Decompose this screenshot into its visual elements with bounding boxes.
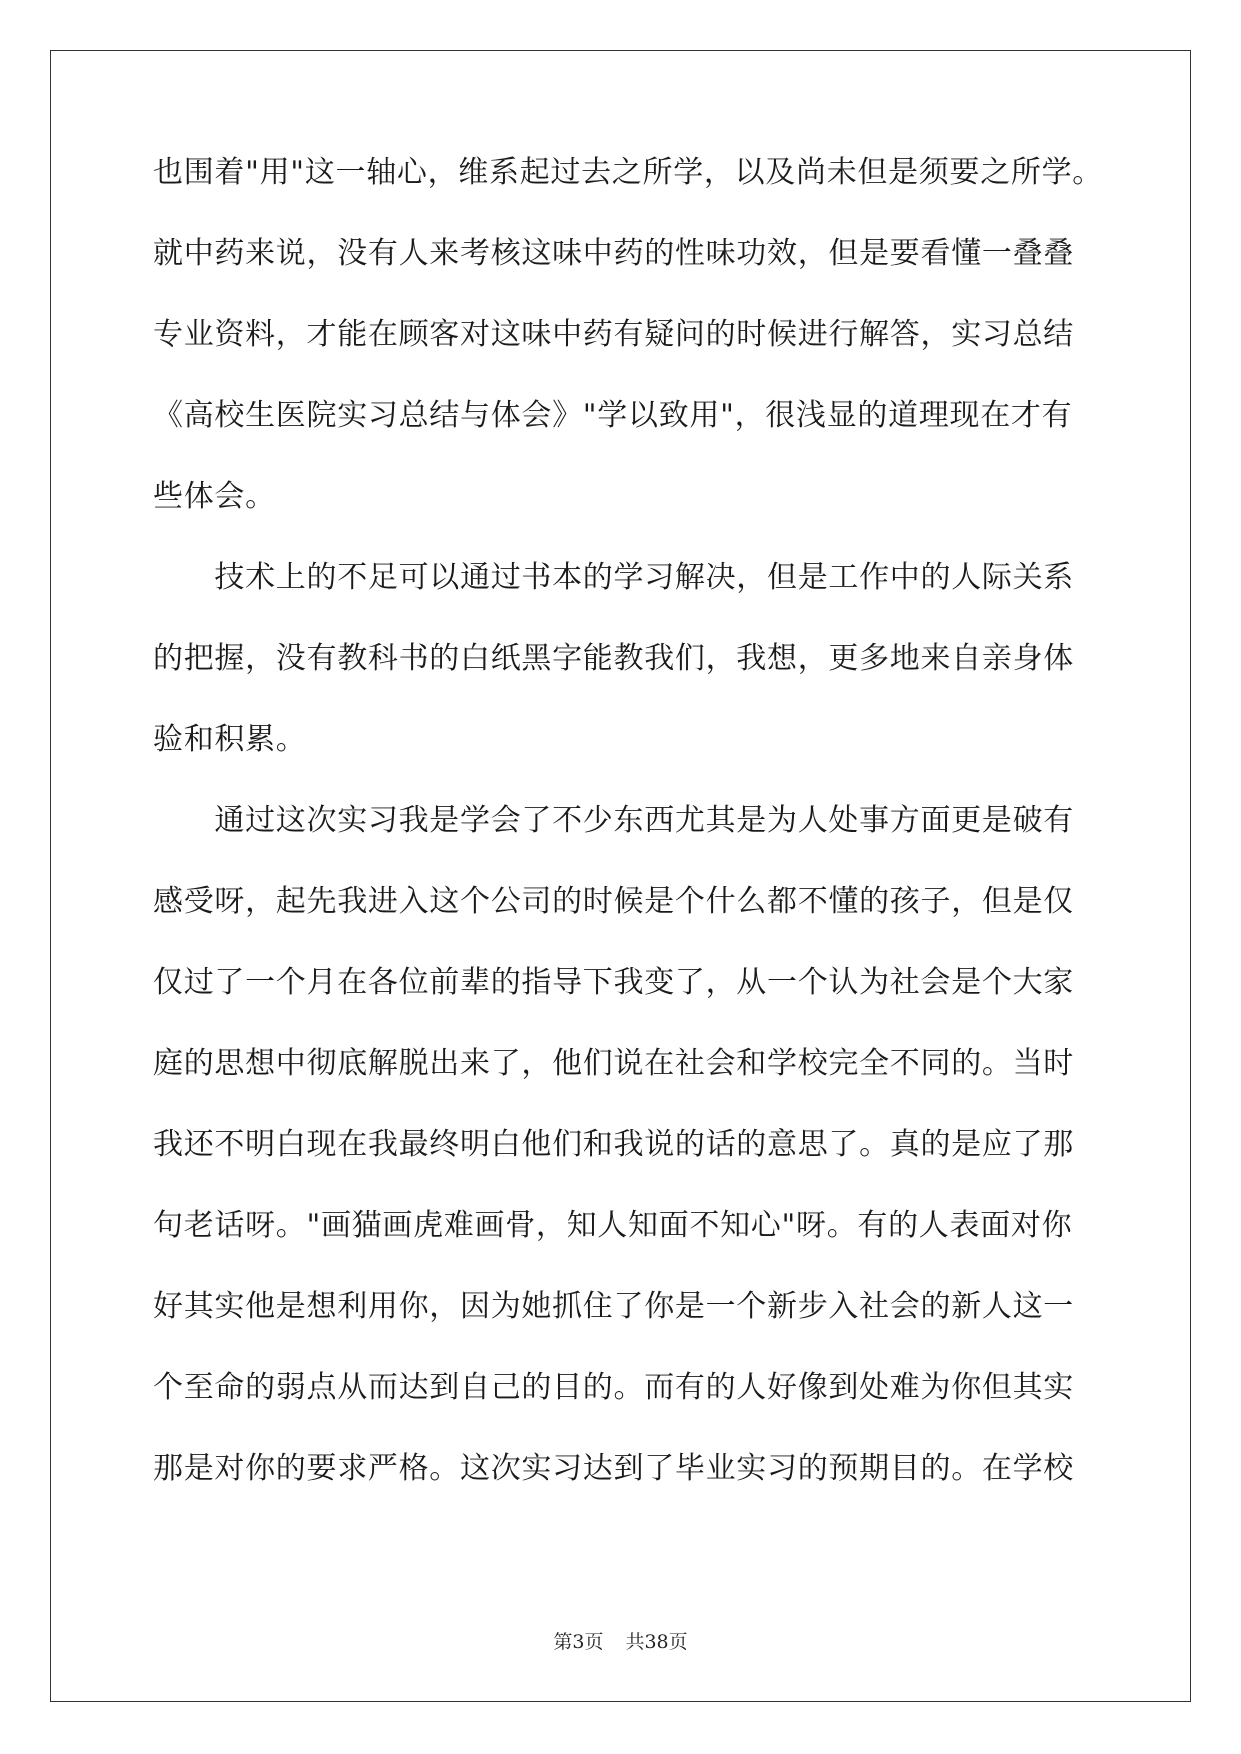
text-line: 《高校生医院实习总结与体会》"学以致用"，很浅显的道理现在才有 bbox=[153, 398, 1073, 433]
page-number: 第3页 bbox=[553, 1631, 604, 1653]
text-line: 通过这次实习我是学会了不少东西尤其是为人处事方面更是破有 bbox=[153, 803, 1074, 838]
text-line: 专业资料，才能在顾客对这味中药有疑问的时候进行解答，实习总结 bbox=[153, 317, 1074, 352]
text-line: 验和积累。 bbox=[153, 722, 307, 757]
text-line: 技术上的不足可以通过书本的学习解决，但是工作中的人际关系 bbox=[153, 560, 1074, 595]
text-line: 句老话呀。"画猫画虎难画骨，知人知面不知心"呀。有的人表面对你 bbox=[153, 1208, 1073, 1243]
text-line: 我还不明白现在我最终明白他们和我说的话的意思了。真的是应了那 bbox=[153, 1127, 1074, 1162]
text-line: 些体会。 bbox=[153, 479, 276, 514]
text-line: 个至命的弱点从而达到自己的目的。而有的人好像到处难为你但其实 bbox=[153, 1370, 1074, 1405]
text-line: 仅过了一个月在各位前辈的指导下我变了，从一个认为社会是个大家 bbox=[153, 965, 1074, 1000]
text-line: 就中药来说，没有人来考核这味中药的性味功效，但是要看懂一叠叠 bbox=[153, 236, 1074, 271]
text-line: 那是对你的要求严格。这次实习达到了毕业实习的预期目的。在学校 bbox=[153, 1451, 1074, 1486]
page-footer bbox=[0, 1630, 1241, 1654]
document-body bbox=[153, 155, 1103, 1535]
text-line: 庭的思想中彻底解脱出来了，他们说在社会和学校完全不同的。当时 bbox=[153, 1046, 1074, 1081]
page-total: 共38页 bbox=[625, 1631, 688, 1653]
text-line: 也围着"用"这一轴心，维系起过去之所学，以及尚未但是须要之所学。 bbox=[153, 155, 1103, 190]
text-line: 好其实他是想利用你，因为她抓住了你是一个新步入社会的新人这一 bbox=[153, 1289, 1074, 1324]
text-line: 的把握，没有教科书的白纸黑字能教我们，我想，更多地来自亲身体 bbox=[153, 641, 1074, 676]
text-line: 感受呀，起先我进入这个公司的时候是个什么都不懂的孩子，但是仅 bbox=[153, 884, 1074, 919]
